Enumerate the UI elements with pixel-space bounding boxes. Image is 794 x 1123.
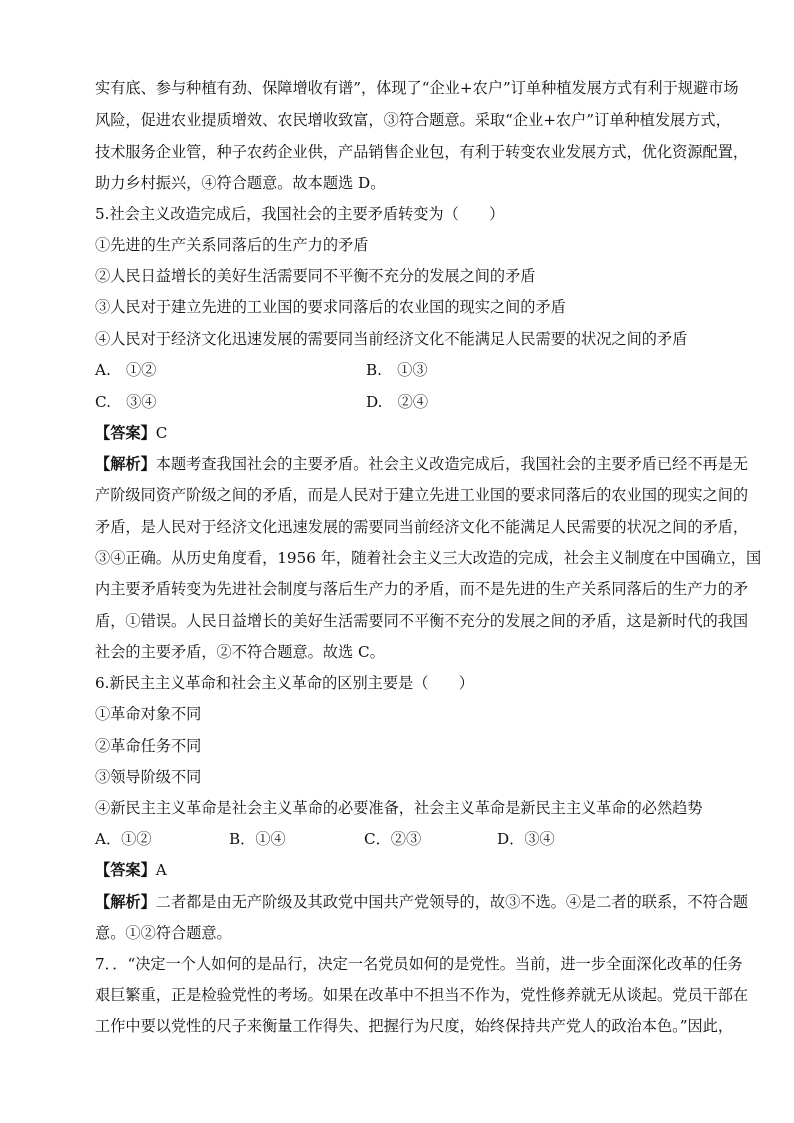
q5-option-d: D. ②④ — [366, 393, 429, 411]
q5-analysis-line-2: 产阶级同资产阶级之间的矛盾，而是人民对于建立先进工业国的要求同落后的农业国的现实之间的 — [95, 486, 749, 504]
q6-answer-value: A — [155, 861, 167, 879]
q5-answer-value: C — [155, 424, 168, 442]
q6-item-2: ②革命任务不同 — [95, 737, 202, 755]
q7-line-3: 工作中要以党性的尺子来衡量工作得失、把握行为尺度，始终保持共产党人的政治本色。”因此， — [95, 1017, 734, 1035]
q6-analysis-line-2: 意。①②符合题意。 — [95, 924, 232, 942]
q6-answer-label: 【答案】 — [95, 861, 156, 879]
q6-analysis-label: 【解析】 — [95, 893, 156, 911]
q5-analysis-line-5: 内主要矛盾转变为先进社会制度与落后生产力的矛盾，而不是先进的生产关系同落后的生产力的矛 — [95, 580, 749, 598]
q6-item-4: ④新民主主义革命是社会主义革命的必要准备，社会主义革命是新民主主义革命的必然趋势 — [95, 799, 703, 817]
q5-item-3: ③人民对于建立先进的工业国的要求同落后的农业国的现实之间的矛盾 — [95, 298, 566, 316]
q7-line-2: 艰巨繁重，正是检验党性的考场。如果在改革中不担当不作为，党性修养就无从谈起。党员干部在 — [95, 986, 749, 1004]
q5-analysis-line-3: 矛盾，是人民对于经济文化迅速发展的需要同当前经济文化不能满足人民需要的状况之间的矛盾， — [95, 518, 749, 536]
q5-analysis-line-6: 盾，①错误。人民日益增长的美好生活需要同不平衡不充分的发展之间的矛盾，这是新时代的我国 — [95, 612, 749, 630]
q5-item-4: ④人民对于经济文化迅速发展的需要同当前经济文化不能满足人民需要的状况之间的矛盾 — [95, 330, 688, 348]
q6-item-3: ③领导阶级不同 — [95, 768, 202, 786]
q6-analysis-line-1 — [95, 892, 748, 912]
q5-analysis-line-1 — [95, 454, 748, 474]
q5-item-2: ②人民日益增长的美好生活需要同不平衡不充分的发展之间的矛盾 — [95, 267, 536, 285]
q6-item-1: ①革命对象不同 — [95, 705, 202, 723]
q5-analysis-line-4: ③④正确。从历史角度看，1956 年，随着社会主义三大改造的完成，社会主义制度在中国确立，国 — [95, 549, 762, 567]
q6-option-a: A．①② — [95, 830, 152, 848]
q5-answer-label: 【答案】 — [95, 424, 156, 442]
q6-stem: 6.新民主主义革命和社会主义革命的区别主要是（ ） — [95, 674, 474, 692]
q6-option-c: C．②③ — [364, 830, 422, 848]
carryover-line-1: 实有底、参与种植有劲、保障增收有谱”，体现了“企业+农户”订单种植发展方式有利于规避市场 — [95, 79, 739, 97]
q6-option-b: B．①④ — [229, 830, 286, 848]
q5-option-c: C. ③④ — [95, 393, 157, 411]
q5-option-a: A. ①② — [95, 361, 157, 379]
q5-analysis-text-1: 本题考查我国社会的主要矛盾。社会主义改造完成后，我国社会的主要矛盾已经不再是无 — [155, 455, 749, 473]
q5-analysis-line-7: 社会的主要矛盾，②不符合题意。故选 C。 — [95, 643, 385, 661]
carryover-line-4: 助力乡村振兴，④符合题意。故本题选 D。 — [95, 174, 386, 192]
q6-analysis-text-1: 二者都是由无产阶级及其政党中国共产党领导的，故③不选。④是二者的联系，不符合题 — [155, 893, 749, 911]
q6-option-d: D．③④ — [497, 830, 555, 848]
carryover-line-3: 技术服务企业管，种子农药企业供，产品销售企业包，有利于转变农业发展方式，优化资源配置， — [95, 143, 749, 161]
q5-answer — [95, 423, 167, 443]
q7-line-1: 7．．“决定一个人如何的是品行，决定一名党员如何的是党性。当前，进一步全面深化改革的任务 — [95, 955, 743, 973]
q5-option-b: B. ①③ — [366, 361, 428, 379]
carryover-line-2: 风险，促进农业提质增效、农民增收致富，③符合题意。采取“企业+农户”订单种植发展方式， — [95, 111, 731, 129]
q5-analysis-label: 【解析】 — [95, 455, 156, 473]
q5-item-1: ①先进的生产关系同落后的生产力的矛盾 — [95, 236, 369, 254]
q6-answer — [95, 860, 167, 880]
q5-stem: 5.社会主义改造完成后，我国社会的主要矛盾转变为（ ） — [95, 205, 505, 223]
